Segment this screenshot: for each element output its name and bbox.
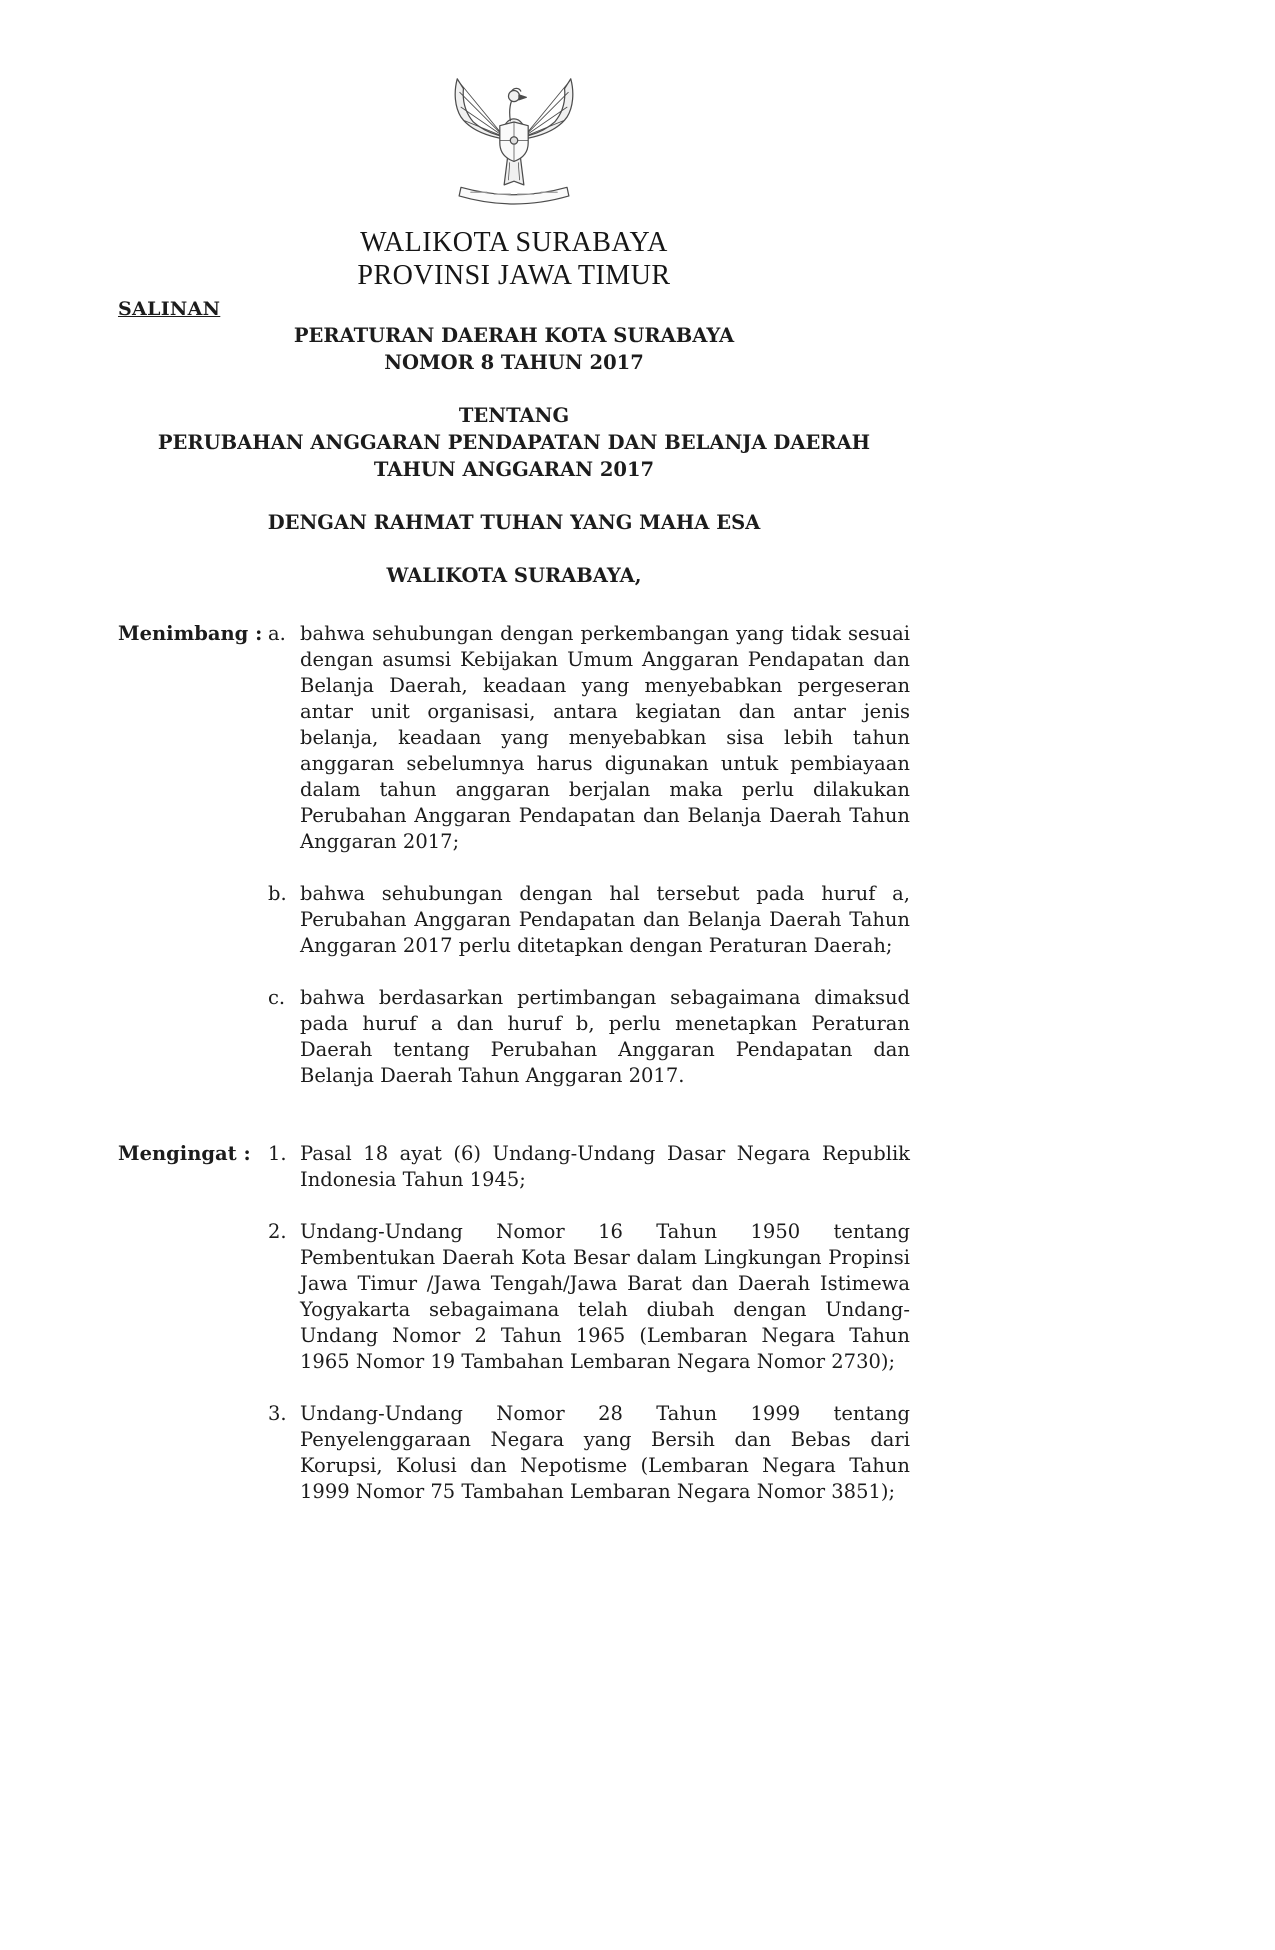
mengingat-item-3: [268, 1401, 910, 1505]
regulation-subject: [118, 402, 910, 483]
menimbang-label: Menimbang :: [118, 622, 263, 645]
menimbang-item-b: [268, 881, 910, 959]
item-marker: a.: [268, 622, 286, 645]
garuda-right-wing: [523, 79, 573, 139]
mengingat-section: [118, 1141, 910, 1505]
regulation-title: [118, 322, 910, 376]
item-text: Undang-Undang Nomor 28 Tahun 1999 tentang Penyelenggaraan Negara yang Bersih dan Bebas dari Korupsi, Kolusi dan Nepotisme (Lembaran Negara Tahun 1999 Nomor 75 Tambahan Lembaran Negara Nomor 3851);: [300, 1402, 910, 1503]
item-text: bahwa sehubungan dengan hal tersebut pada huruf a, Perubahan Anggaran Pendapatan dan Belanja Daerah Tahun Anggaran 2017 perlu ditetapkan dengan Peraturan Daerah;: [300, 882, 910, 957]
garuda-emblem-icon: [446, 64, 582, 212]
invocation-line: DENGAN RAHMAT TUHAN YANG MAHA ESA: [267, 511, 761, 534]
subject-line2: TAHUN ANGGARAN 2017: [373, 458, 655, 481]
mengingat-item-1: [268, 1141, 910, 1193]
item-marker: 1.: [268, 1142, 287, 1165]
issuer: [118, 562, 910, 589]
menimbang-section: [118, 621, 910, 1089]
document-content: [118, 0, 910, 1505]
letterhead-line1: WALIKOTA SURABAYA: [360, 227, 668, 258]
mengingat-item-2: [268, 1219, 910, 1375]
regulation-title-line2: NOMOR 8 TAHUN 2017: [384, 351, 644, 374]
letterhead: [118, 226, 910, 292]
item-marker: b.: [268, 882, 287, 905]
item-text: Undang-Undang Nomor 16 Tahun 1950 tentang Pembentukan Daerah Kota Besar dalam Lingkungan Propinsi Jawa Timur /Jawa Tengah/Jawa Barat dan Daerah Istimewa Yogyakarta sebagaimana telah diubah dengan Undang-Undang Nomor 2 Tahun 1965 (Lembaran Negara Tahun 1965 Nomor 19 Tambahan Lembaran Negara Nomor 2730);: [300, 1220, 910, 1373]
item-marker: 2.: [268, 1220, 287, 1243]
item-text: bahwa sehubungan dengan perkembangan yang tidak sesuai dengan asumsi Kebijakan Umum Anggaran Pendapatan dan Belanja Daerah, keadaan yang menyebabkan pergeseran antar unit organisasi, antara kegiatan dan antar jenis belanja, keadaan yang menyebabkan sisa lebih tahun anggaran sebelumnya harus digunakan untuk pembiayaan dalam tahun anggaran berjalan maka perlu dilakukan Perubahan Anggaran Pendapatan dan Belanja Daerah Tahun Anggaran 2017;: [300, 622, 910, 853]
mengingat-items: [268, 1141, 910, 1505]
mengingat-label: Mengingat :: [118, 1142, 251, 1165]
garuda-left-wing: [455, 79, 505, 139]
menimbang-item-a: [268, 621, 910, 855]
letterhead-line2: PROVINSI JAWA TIMUR: [357, 260, 671, 291]
invocation: [118, 509, 910, 536]
item-text: bahwa berdasarkan pertimbangan sebagaimana dimaksud pada huruf a dan huruf b, perlu menetapkan Peraturan Daerah tentang Perubahan Anggaran Pendapatan dan Belanja Daerah Tahun Anggaran 2017.: [300, 986, 910, 1087]
subject-line1: PERUBAHAN ANGGARAN PENDAPATAN DAN BELANJA DAERAH: [157, 431, 871, 454]
regulation-title-line1: PERATURAN DAERAH KOTA SURABAYA: [293, 324, 735, 347]
item-marker: c.: [268, 986, 286, 1009]
emblem-container: [118, 64, 910, 216]
issuer-line: WALIKOTA SURABAYA,: [386, 564, 642, 587]
item-text: Pasal 18 ayat (6) Undang-Undang Dasar Negara Republik Indonesia Tahun 1945;: [300, 1142, 910, 1191]
menimbang-items: [268, 621, 910, 1089]
item-marker: 3.: [268, 1402, 287, 1425]
salinan-label: SALINAN: [118, 298, 221, 320]
tentang-label: TENTANG: [458, 404, 570, 427]
menimbang-item-c: [268, 985, 910, 1089]
